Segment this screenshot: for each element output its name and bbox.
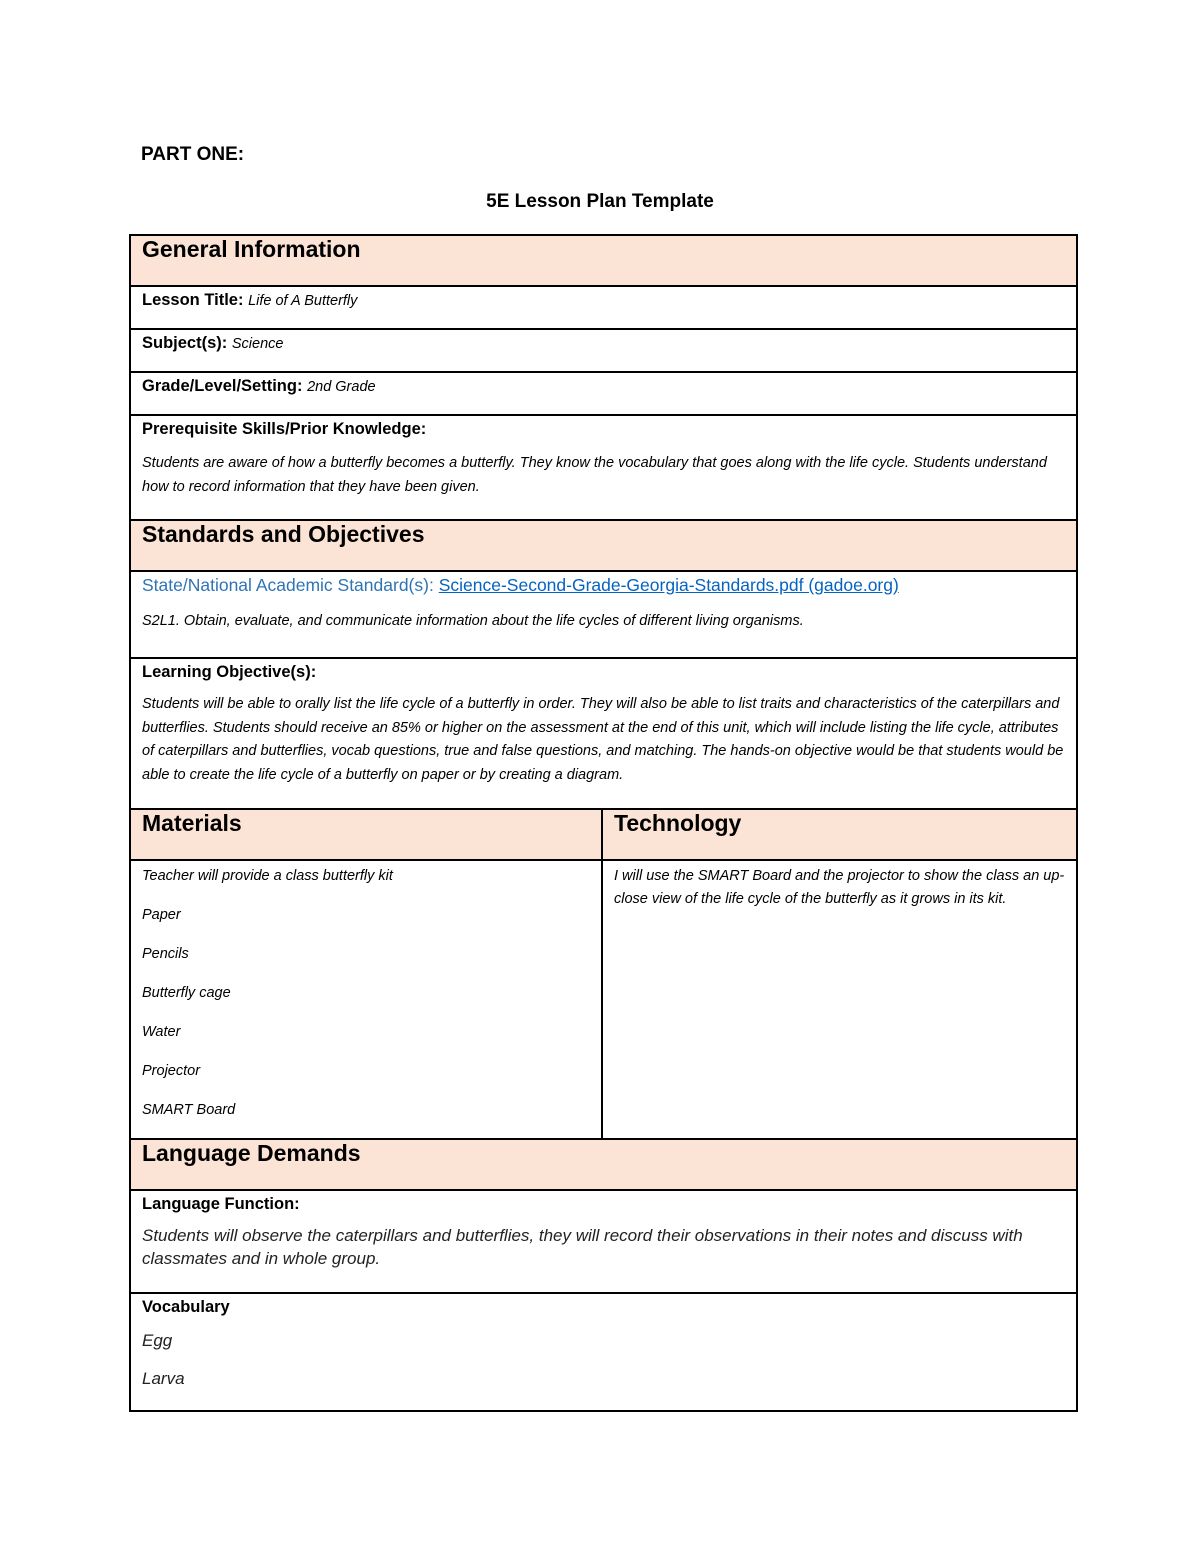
standard-text: S2L1. Obtain, evaluate, and communicate information about the life cycles of different living organisms. bbox=[142, 613, 804, 629]
language-demands-heading: Language Demands bbox=[130, 1139, 1077, 1190]
document-title: 5E Lesson Plan Template bbox=[486, 191, 714, 212]
material-item: Teacher will provide a class butterfly kit bbox=[142, 868, 393, 884]
technology-text: I will use the SMART Board and the projector to show the class an up-close view of the life cycle of the butterfly as it grows in its kit. bbox=[614, 868, 1065, 907]
grade-label: Grade/Level/Setting: bbox=[142, 377, 303, 395]
vocabulary-row bbox=[130, 1293, 1077, 1411]
standards-heading: Standards and Objectives bbox=[130, 520, 1077, 571]
language-function-row bbox=[130, 1190, 1077, 1293]
lesson-title-row bbox=[130, 286, 1077, 329]
prerequisite-row bbox=[130, 415, 1077, 520]
grade-row bbox=[130, 372, 1077, 415]
lesson-title-label: Lesson Title: bbox=[142, 291, 244, 309]
prerequisite-label: Prerequisite Skills/Prior Knowledge: bbox=[142, 420, 427, 438]
subject-label: Subject(s): bbox=[142, 334, 228, 352]
learning-objective-label: Learning Objective(s): bbox=[142, 663, 317, 681]
language-function-text: Students will observe the caterpillars and butterflies, they will record their observations in their notes and discuss with classmates and in whole group. bbox=[142, 1226, 1023, 1268]
subject-row bbox=[130, 329, 1077, 372]
standards-row bbox=[130, 571, 1077, 658]
vocabulary-item: Egg bbox=[142, 1331, 173, 1350]
lesson-title-value: Life of A Butterfly bbox=[248, 293, 358, 309]
learning-objective-text: Students will be able to orally list the life cycle of a butterfly in order. They will also be able to list traits and characteristics of the caterpillars and butterflies. Students should receive an 85% or higher on the assessment at the end of this unit, which will include listing the life cycle, attributes of caterpillars and butterflies, vocab questions, true and false questions, and matching. The hands-on objective would be that students would be able to create the life cycle of a butterfly on paper or by creating a diagram. bbox=[142, 696, 1064, 783]
grade-value: 2nd Grade bbox=[307, 379, 376, 395]
material-item: SMART Board bbox=[142, 1102, 236, 1118]
material-item: Projector bbox=[142, 1063, 201, 1079]
material-item: Pencils bbox=[142, 946, 189, 962]
subject-value: Science bbox=[231, 336, 284, 352]
learning-objective-row bbox=[130, 658, 1077, 809]
standard-link[interactable]: Science-Second-Grade-Georgia-Standards.pdf (gadoe.org) bbox=[438, 575, 899, 595]
standard-label: State/National Academic Standard(s): bbox=[142, 575, 434, 595]
prerequisite-text: Students are aware of how a butterfly becomes a butterfly. They know the vocabulary that goes along with the life cycle. Students understand how to record information that they have been given. bbox=[142, 455, 1047, 495]
technology-cell bbox=[602, 860, 1077, 1139]
vocabulary-item: Larva bbox=[142, 1369, 185, 1388]
material-item: Water bbox=[142, 1024, 181, 1040]
material-item: Paper bbox=[142, 907, 181, 923]
part-one-label: PART ONE: bbox=[141, 144, 245, 165]
lesson-plan-table bbox=[129, 234, 1078, 1412]
materials-cell bbox=[130, 860, 602, 1139]
general-information-heading: General Information bbox=[130, 235, 1077, 286]
material-item: Butterfly cage bbox=[142, 985, 231, 1001]
materials-heading: Materials bbox=[130, 809, 602, 860]
language-function-label: Language Function: bbox=[142, 1195, 300, 1213]
vocabulary-label: Vocabulary bbox=[142, 1298, 230, 1316]
technology-heading: Technology bbox=[602, 809, 1077, 860]
